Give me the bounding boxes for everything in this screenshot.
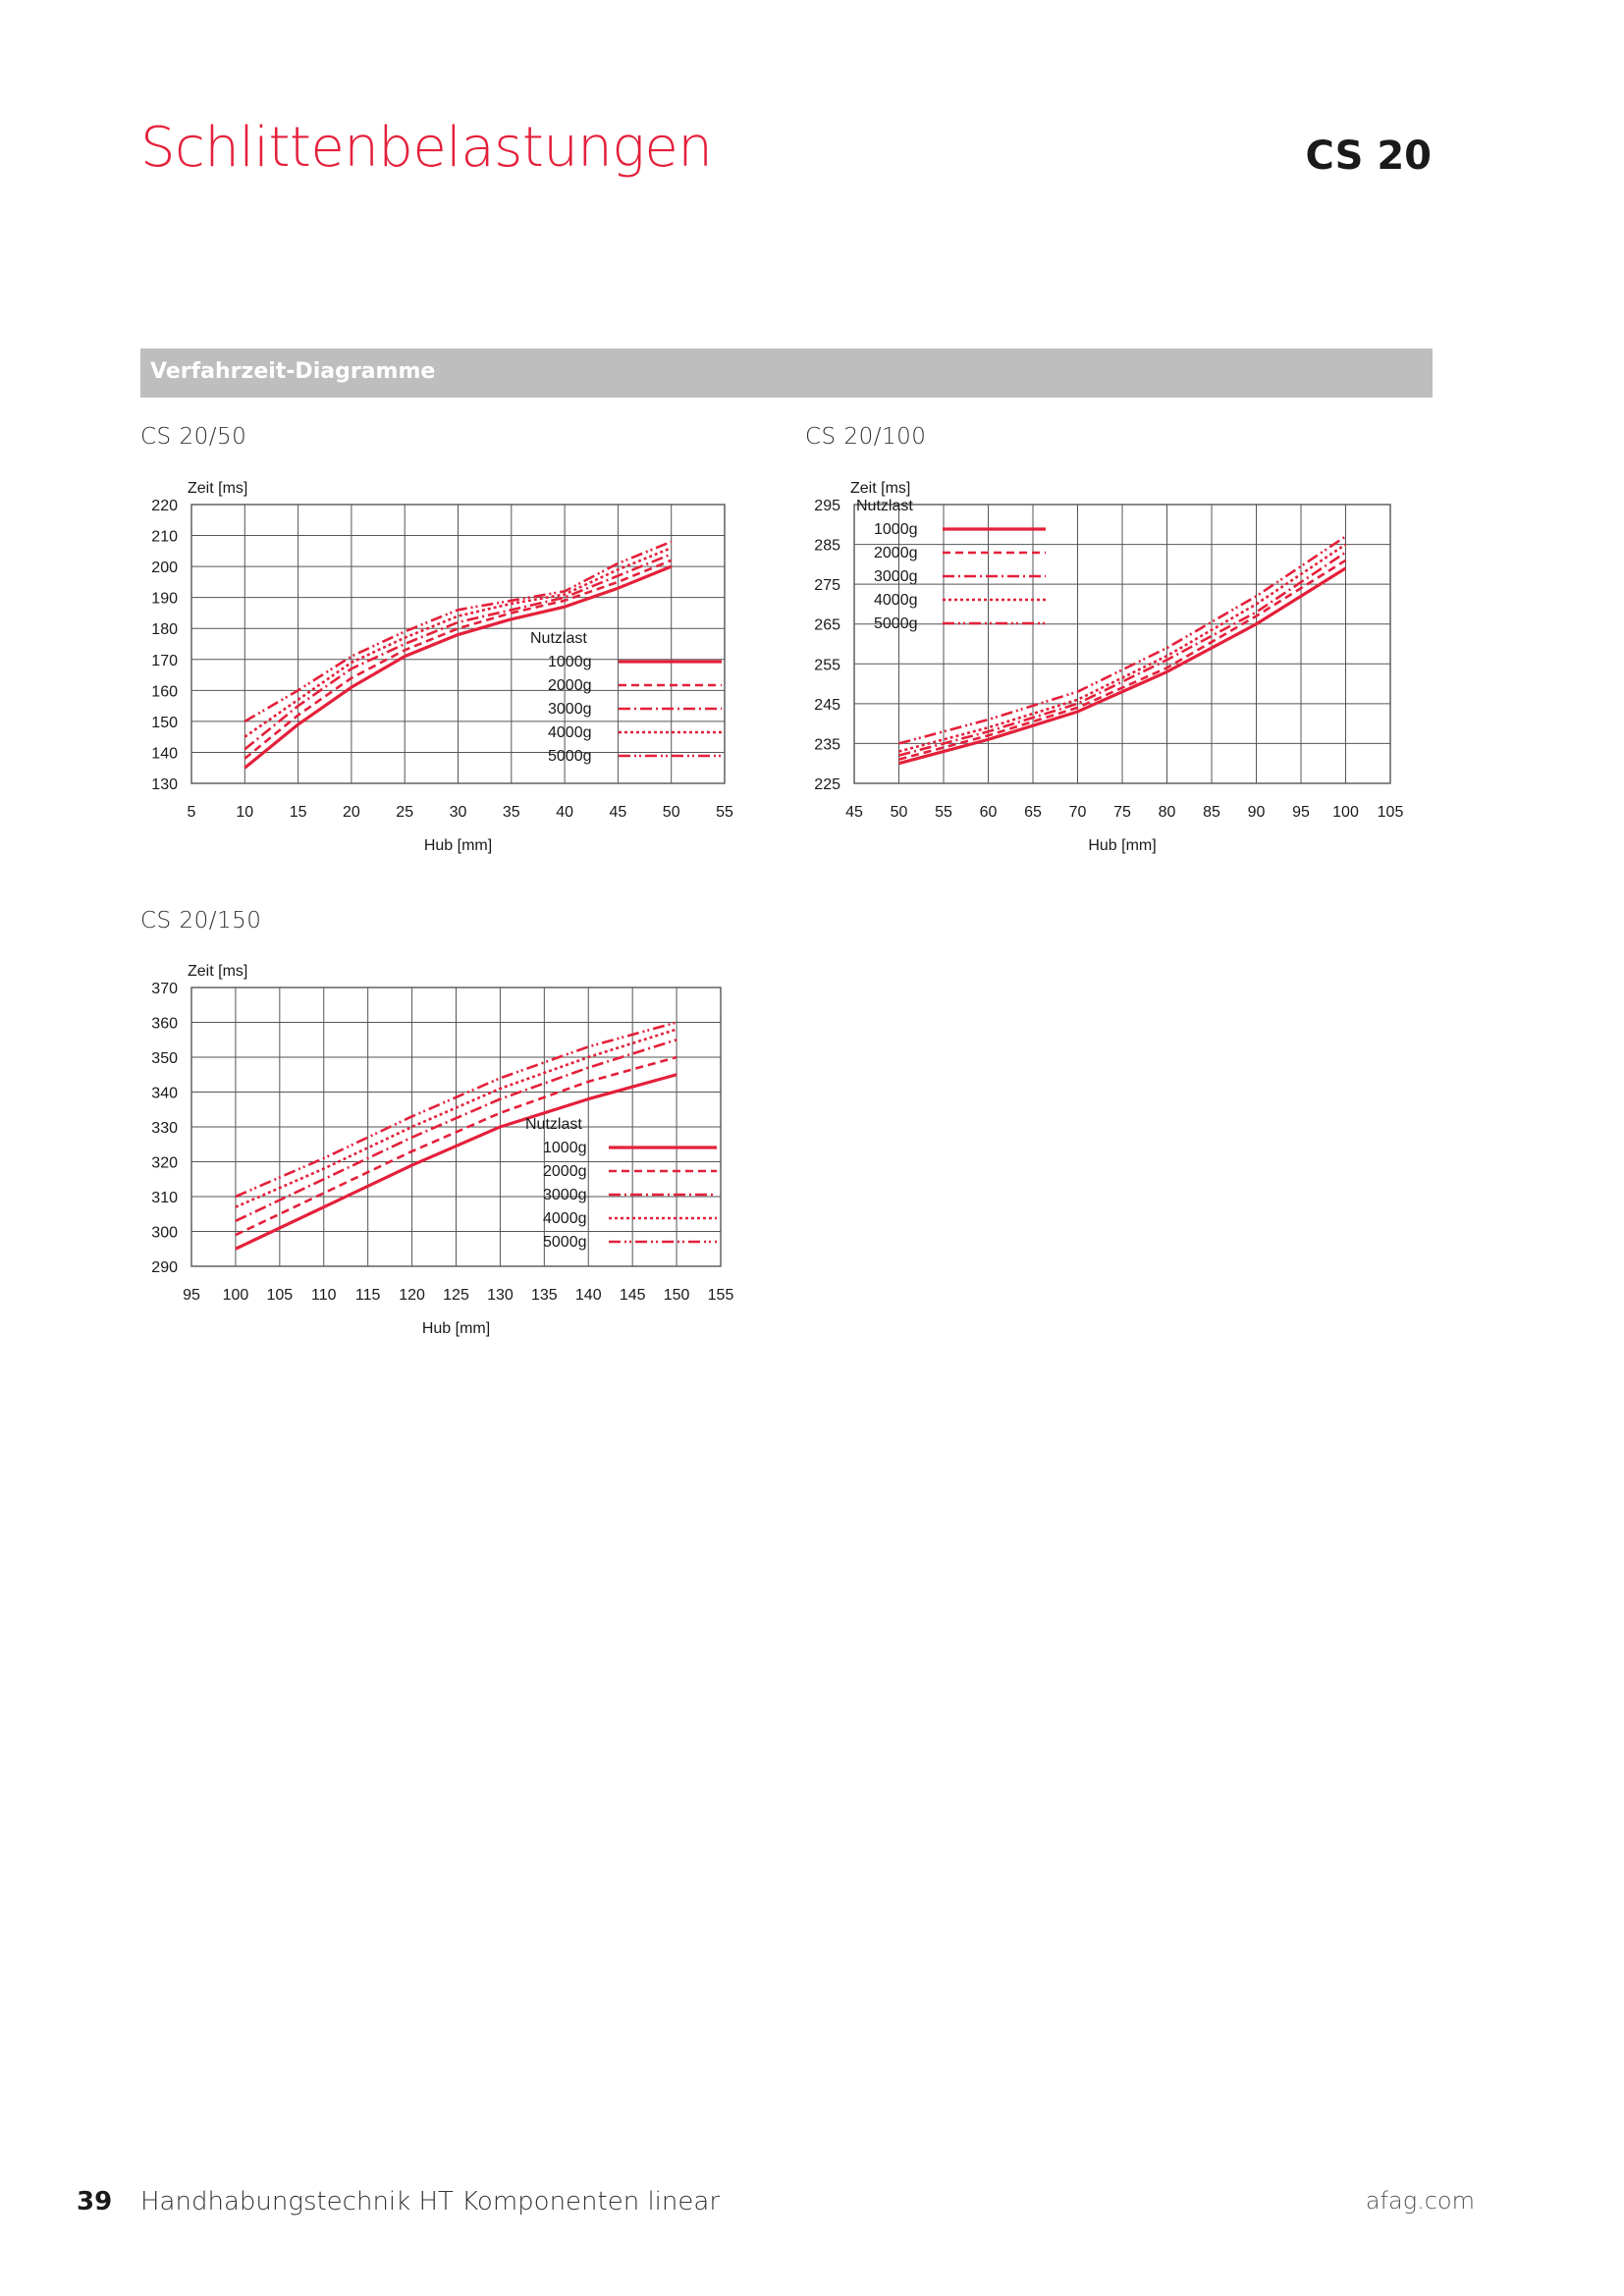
- y-tick-label: 245: [814, 696, 840, 714]
- y-tick-label: 265: [814, 616, 840, 634]
- chart-title-cs2050: CS 20/50: [140, 424, 247, 450]
- legend-label: 1000g: [548, 654, 592, 670]
- y-tick-label: 275: [814, 577, 840, 595]
- x-tick-label: 70: [1068, 804, 1087, 821]
- product-name: CS 20: [1305, 133, 1432, 179]
- x-tick-label: 25: [396, 804, 414, 821]
- x-tick-label: 50: [890, 804, 908, 821]
- x-tick-label: 55: [716, 804, 733, 821]
- y-tick-label: 140: [151, 745, 178, 763]
- x-tick-label: 110: [310, 1287, 337, 1304]
- legend-label: 4000g: [543, 1210, 587, 1227]
- legend-label: 4000g: [548, 724, 592, 741]
- section-label: Verfahrzeit-Diagramme: [150, 359, 436, 384]
- legend-label: 3000g: [548, 701, 592, 718]
- x-tick-label: 105: [266, 1287, 294, 1304]
- x-tick-label: 60: [979, 804, 998, 821]
- x-tick-label: 95: [1292, 804, 1310, 821]
- x-tick-label: 80: [1158, 804, 1176, 821]
- x-tick-label: 140: [574, 1287, 602, 1304]
- document-title: Handhabungstechnik HT Komponenten linear: [140, 2187, 721, 2216]
- y-tick-label: 235: [814, 736, 840, 754]
- y-tick-label: 130: [151, 776, 178, 793]
- legend-label: 2000g: [543, 1163, 587, 1180]
- chart-group-cs2050: [151, 480, 733, 854]
- x-tick-label: 75: [1113, 804, 1131, 821]
- legend-label: 5000g: [543, 1234, 587, 1251]
- chart-title-cs20150: CS 20/150: [140, 908, 262, 934]
- y-tick-label: 170: [151, 652, 178, 669]
- x-tick-label: 85: [1203, 804, 1220, 821]
- y-tick-label: 220: [151, 498, 178, 514]
- y-tick-label: 285: [814, 537, 840, 555]
- legend-label: 5000g: [874, 615, 918, 632]
- legend-title: Nutzlast: [530, 630, 587, 647]
- y-tick-label: 150: [151, 714, 178, 731]
- website-link[interactable]: afag.com: [1365, 2187, 1475, 2215]
- y-axis-label: Zeit [ms]: [188, 480, 248, 497]
- y-axis-label: Zeit [ms]: [850, 480, 911, 497]
- y-tick-label: 295: [814, 498, 840, 514]
- x-tick-label: 155: [707, 1287, 734, 1304]
- x-tick-label: 150: [663, 1287, 690, 1304]
- legend-label: 4000g: [874, 592, 918, 609]
- y-tick-label: 320: [151, 1154, 178, 1172]
- y-tick-label: 300: [151, 1224, 178, 1242]
- chart-title-cs20100: CS 20/100: [805, 424, 927, 450]
- legend-label: 3000g: [543, 1187, 587, 1203]
- legend-label: 3000g: [874, 568, 918, 585]
- y-tick-label: 210: [151, 528, 178, 546]
- x-tick-label: 90: [1247, 804, 1266, 821]
- x-tick-label: 50: [662, 804, 680, 821]
- page-number: 39: [77, 2187, 113, 2216]
- x-tick-label: 130: [487, 1287, 514, 1304]
- x-axis-label: Hub [mm]: [423, 837, 493, 854]
- x-tick-label: 45: [845, 804, 863, 821]
- x-tick-label: 35: [502, 804, 520, 821]
- x-tick-label: 120: [399, 1287, 425, 1304]
- x-tick-label: 125: [443, 1287, 469, 1304]
- y-tick-label: 190: [151, 590, 178, 608]
- y-tick-label: 255: [814, 657, 840, 674]
- legend-title: Nutzlast: [525, 1116, 582, 1133]
- y-tick-label: 180: [151, 621, 178, 639]
- y-tick-label: 310: [151, 1190, 178, 1206]
- x-tick-label: 135: [530, 1287, 558, 1304]
- x-tick-label: 95: [183, 1287, 200, 1304]
- legend-label: 5000g: [548, 748, 592, 765]
- x-tick-label: 45: [609, 804, 627, 821]
- x-tick-label: 100: [1332, 804, 1359, 821]
- y-tick-label: 290: [151, 1259, 178, 1276]
- y-tick-label: 370: [151, 981, 178, 997]
- x-tick-label: 55: [935, 804, 952, 821]
- y-tick-label: 200: [151, 560, 178, 577]
- y-tick-label: 160: [151, 683, 178, 701]
- chart-group-cs20150: [151, 963, 733, 1337]
- y-tick-label: 350: [151, 1050, 178, 1067]
- x-tick-label: 65: [1024, 804, 1042, 821]
- y-tick-label: 340: [151, 1085, 178, 1102]
- x-axis-label: Hub [mm]: [421, 1320, 491, 1337]
- x-tick-label: 15: [289, 804, 307, 821]
- x-tick-label: 5: [187, 804, 196, 821]
- legend-label: 1000g: [543, 1140, 587, 1156]
- x-axis-label: Hub [mm]: [1088, 837, 1157, 854]
- page-title: Schlittenbelastungen: [140, 116, 713, 180]
- x-tick-label: 30: [449, 804, 467, 821]
- chart-group-cs20100: [814, 480, 1403, 854]
- legend-label: 1000g: [874, 521, 918, 538]
- x-tick-label: 145: [619, 1287, 646, 1304]
- x-tick-label: 115: [354, 1287, 381, 1304]
- x-tick-label: 10: [236, 804, 254, 821]
- x-tick-label: 105: [1377, 804, 1404, 821]
- y-axis-label: Zeit [ms]: [188, 963, 248, 980]
- x-tick-label: 20: [343, 804, 360, 821]
- y-tick-label: 330: [151, 1120, 178, 1137]
- legend-label: 2000g: [548, 677, 592, 694]
- y-tick-label: 360: [151, 1015, 178, 1033]
- x-tick-label: 100: [222, 1287, 249, 1304]
- legend-title: Nutzlast: [856, 498, 913, 514]
- x-tick-label: 40: [556, 804, 573, 821]
- legend-label: 2000g: [874, 545, 918, 561]
- y-tick-label: 225: [814, 776, 840, 793]
